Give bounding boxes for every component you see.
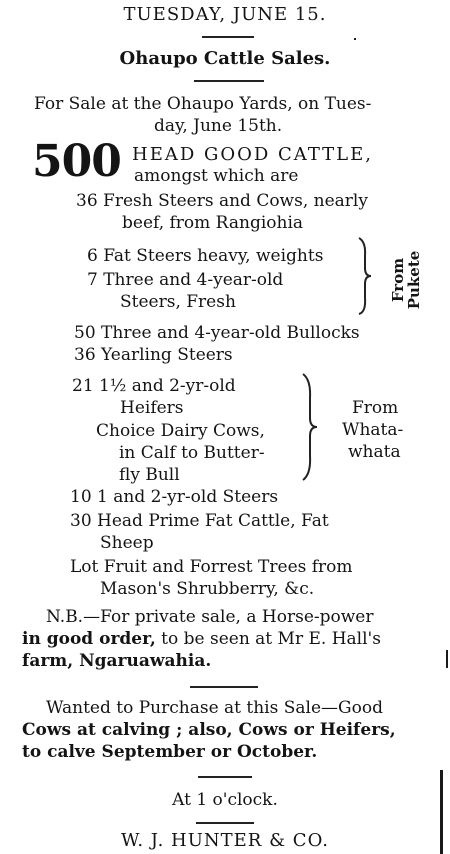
- brace-whatawhata: [300, 372, 318, 482]
- item-three-year-7-cont: Steers, Fresh: [120, 292, 236, 312]
- nb-line-3: farm, Ngaruawahia.: [22, 651, 212, 671]
- column-edge-mark: [446, 650, 448, 668]
- origin-whatawhata-line-3: whata: [348, 442, 401, 462]
- cattle-count: 500: [32, 136, 121, 187]
- item-fat-steers-6: 6 Fat Steers heavy, weights: [87, 246, 324, 266]
- ad-title: Ohaupo Cattle Sales.: [119, 48, 331, 69]
- column-edge-mark: [354, 38, 356, 40]
- item-yearling-36: 36 Yearling Steers: [74, 345, 233, 365]
- divider-rule: [202, 36, 254, 38]
- nb-line-2-bold: in good order,: [22, 629, 156, 649]
- column-edge-mark: [440, 770, 443, 854]
- item-dairy-cows: Choice Dairy Cows,: [96, 421, 265, 441]
- item-bullocks-50: 50 Three and 4-year-old Bullocks: [74, 323, 360, 343]
- divider-rule: [198, 776, 252, 778]
- ad-date: TUESDAY, JUNE 15.: [123, 4, 327, 25]
- item-three-year-7: 7 Three and 4-year-old: [87, 270, 284, 290]
- auctioneer-name: W. J. HUNTER & CO.: [120, 830, 330, 851]
- nb-line-1: N.B.—For private sale, a Horse-power: [46, 607, 374, 627]
- intro-line-2: day, June 15th.: [154, 116, 283, 136]
- item-head-30: 30 Head Prime Fat Cattle, Fat: [70, 511, 329, 531]
- item-steers-36-cont: beef, from Rangiohia: [122, 213, 304, 233]
- item-dairy-cows-cont: in Calf to Butter-: [119, 443, 265, 463]
- divider-rule: [190, 686, 258, 688]
- origin-pukete-line-1: From: [389, 257, 407, 303]
- headline-text-2: amongst which are: [134, 166, 299, 186]
- intro-line-1: For Sale at the Ohaupo Yards, on Tues-: [34, 94, 372, 114]
- divider-rule: [194, 80, 264, 82]
- item-head-30-cont: Sheep: [100, 533, 154, 553]
- origin-label-pukete: [390, 244, 426, 316]
- nb-line-2: [22, 629, 381, 650]
- nb-line-2-rest: to be seen at Mr E. Hall's: [155, 629, 381, 649]
- headline-text-1: HEAD GOOD CATTLE,: [132, 144, 373, 165]
- wanted-line-3: to calve September or October.: [22, 742, 318, 762]
- brace-pukete: [356, 236, 372, 316]
- item-lot-cont: Mason's Shrubberry, &c.: [100, 579, 315, 599]
- wanted-line-2: Cows at calving ; also, Cows or Heifers,: [22, 720, 396, 740]
- item-heifers-21-cont: Heifers: [120, 398, 184, 418]
- sale-time: At 1 o'clock.: [172, 790, 278, 810]
- wanted-line-1: Wanted to Purchase at this Sale—Good: [46, 698, 383, 718]
- item-dairy-cows-bull: fly Bull: [119, 465, 180, 485]
- item-steers-10: 10 1 and 2-yr-old Steers: [70, 487, 279, 507]
- origin-pukete-line-2: Pukete: [405, 250, 423, 310]
- item-heifers-21: 21 1½ and 2-yr-old: [72, 376, 236, 396]
- item-lot: Lot Fruit and Forrest Trees from: [70, 557, 353, 577]
- origin-whatawhata-line-2: Whata-: [342, 420, 404, 440]
- origin-whatawhata-line-1: From: [352, 398, 399, 418]
- item-steers-36: 36 Fresh Steers and Cows, nearly: [76, 191, 368, 211]
- divider-rule: [196, 822, 254, 824]
